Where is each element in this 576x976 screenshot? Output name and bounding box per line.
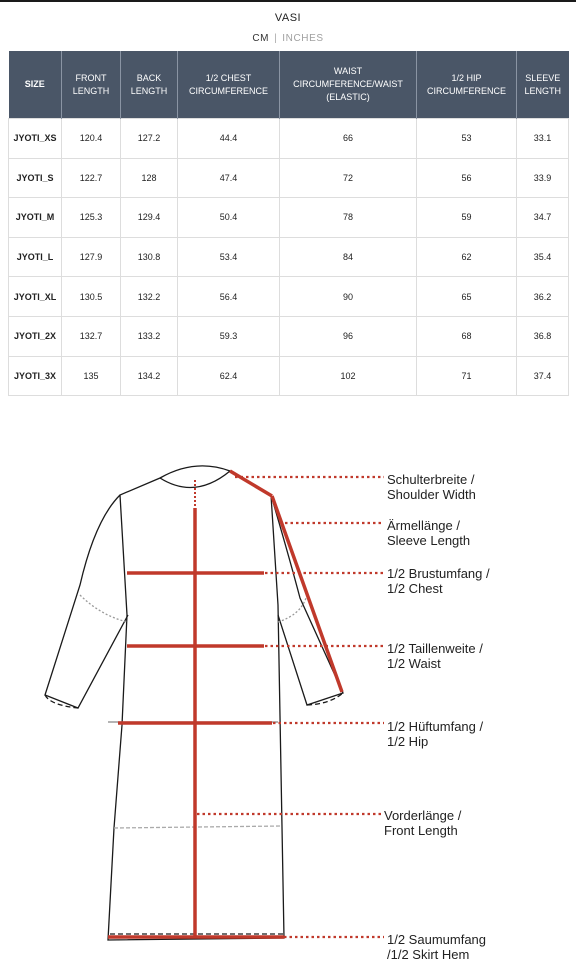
column-header-line: LENGTH xyxy=(130,85,168,96)
table-cell: 35.4 xyxy=(517,237,569,277)
table-cell: 33.1 xyxy=(517,119,569,159)
top-border xyxy=(0,0,576,2)
column-header-line: 1/2 HIP xyxy=(451,72,482,83)
unit-separator: | xyxy=(274,33,278,44)
unit-cm-button[interactable]: CM xyxy=(252,33,270,44)
table-cell: 37.4 xyxy=(517,356,569,396)
size-cell: JYOTI_3X xyxy=(9,356,62,396)
table-cell: 56 xyxy=(417,158,517,198)
table-cell: 65 xyxy=(417,277,517,317)
table-row xyxy=(9,356,569,396)
column-header-line: CIRCUMFERENCE xyxy=(188,85,268,96)
table-cell: 96 xyxy=(280,316,417,356)
table-cell: 127.9 xyxy=(62,237,121,277)
table-cell: 53.4 xyxy=(178,237,280,277)
table-cell: 120.4 xyxy=(62,119,121,159)
table-cell: 102 xyxy=(280,356,417,396)
label-hip: 1/2 Hüftumfang / 1/2 Hip xyxy=(387,719,484,749)
column-header-line: BACK xyxy=(136,72,162,83)
shoulder-width-line xyxy=(230,471,272,496)
table-cell: 78 xyxy=(280,198,417,238)
column-header xyxy=(417,51,517,119)
size-chart-table xyxy=(8,51,569,396)
table-cell: 44.4 xyxy=(178,119,280,159)
table-cell: 59.3 xyxy=(178,316,280,356)
column-header-line: LENGTH xyxy=(524,85,561,96)
size-cell: JYOTI_XS xyxy=(9,119,62,159)
table-header-row xyxy=(9,51,569,119)
label-waist: 1/2 Taillenweite / 1/2 Waist xyxy=(387,641,483,671)
table-cell: 72 xyxy=(280,158,417,198)
left-sleeve-seam xyxy=(80,595,127,622)
table-row xyxy=(9,198,569,238)
column-header xyxy=(62,51,121,119)
table-cell: 132.2 xyxy=(121,277,178,317)
table-cell: 47.4 xyxy=(178,158,280,198)
table-cell: 53 xyxy=(417,119,517,159)
table-cell: 133.2 xyxy=(121,316,178,356)
sleeve-length-line xyxy=(272,496,342,692)
column-header xyxy=(280,51,417,119)
skirt-seam xyxy=(114,826,282,828)
table-row xyxy=(9,237,569,277)
size-cell: JYOTI_L xyxy=(9,237,62,277)
size-cell: JYOTI_M xyxy=(9,198,62,238)
table-cell: 84 xyxy=(280,237,417,277)
table-cell: 68 xyxy=(417,316,517,356)
column-header xyxy=(9,51,62,119)
table-cell: 128 xyxy=(121,158,178,198)
table-body xyxy=(9,119,569,396)
table-cell: 36.8 xyxy=(517,316,569,356)
table-row xyxy=(9,316,569,356)
column-header-line: (ELASTIC) xyxy=(326,92,370,102)
column-header-line: FRONT xyxy=(75,72,107,83)
size-cell: JYOTI_XL xyxy=(9,277,62,317)
table-cell: 59 xyxy=(417,198,517,238)
column-header xyxy=(121,51,178,119)
table-row xyxy=(9,277,569,317)
dress-measurement-diagram xyxy=(0,440,576,976)
unit-inches-button[interactable]: INCHES xyxy=(282,33,324,44)
table-row xyxy=(9,119,569,159)
table-cell: 66 xyxy=(280,119,417,159)
column-header-line: WAIST xyxy=(333,66,363,76)
table-cell: 129.4 xyxy=(121,198,178,238)
label-sleeve-length: Ärmellänge / Sleeve Length xyxy=(387,518,471,548)
column-header xyxy=(517,51,569,119)
table-cell: 90 xyxy=(280,277,417,317)
table-cell: 127.2 xyxy=(121,119,178,159)
label-chest: 1/2 Brustumfang / 1/2 Chest xyxy=(387,566,490,596)
table-cell: 36.2 xyxy=(517,277,569,317)
table-cell: 56.4 xyxy=(178,277,280,317)
table-cell: 134.2 xyxy=(121,356,178,396)
column-header-line: SIZE xyxy=(24,79,45,89)
table-cell: 62.4 xyxy=(178,356,280,396)
column-header-line: LENGTH xyxy=(72,85,110,96)
table-cell: 34.7 xyxy=(517,198,569,238)
unit-toggle xyxy=(0,33,576,44)
size-cell: JYOTI_S xyxy=(9,158,62,198)
label-skirt-hem: 1/2 Saumumfang /1/2 Skirt Hem xyxy=(387,932,487,962)
table-cell: 62 xyxy=(417,237,517,277)
table-cell: 33.9 xyxy=(517,158,569,198)
table-cell: 50.4 xyxy=(178,198,280,238)
column-header-line: CIRCUMFERENCE/WAIST xyxy=(293,79,403,89)
table-cell: 130.8 xyxy=(121,237,178,277)
table-cell: 130.5 xyxy=(62,277,121,317)
label-front-length: Vorderlänge / Front Length xyxy=(384,808,462,838)
column-header xyxy=(178,51,280,119)
table-cell: 122.7 xyxy=(62,158,121,198)
column-header-line: CIRCUMFERENCE xyxy=(426,85,506,96)
table-row xyxy=(9,158,569,198)
size-cell: JYOTI_2X xyxy=(9,316,62,356)
column-header-line: 1/2 CHEST xyxy=(205,72,252,83)
label-shoulder-width: Schulterbreite / Shoulder Width xyxy=(387,472,476,502)
table-cell: 71 xyxy=(417,356,517,396)
table-cell: 132.7 xyxy=(62,316,121,356)
table-cell: 125.3 xyxy=(62,198,121,238)
column-header-line: SLEEVE xyxy=(525,72,561,83)
table-cell: 135 xyxy=(62,356,121,396)
product-title: VASI xyxy=(274,12,302,24)
